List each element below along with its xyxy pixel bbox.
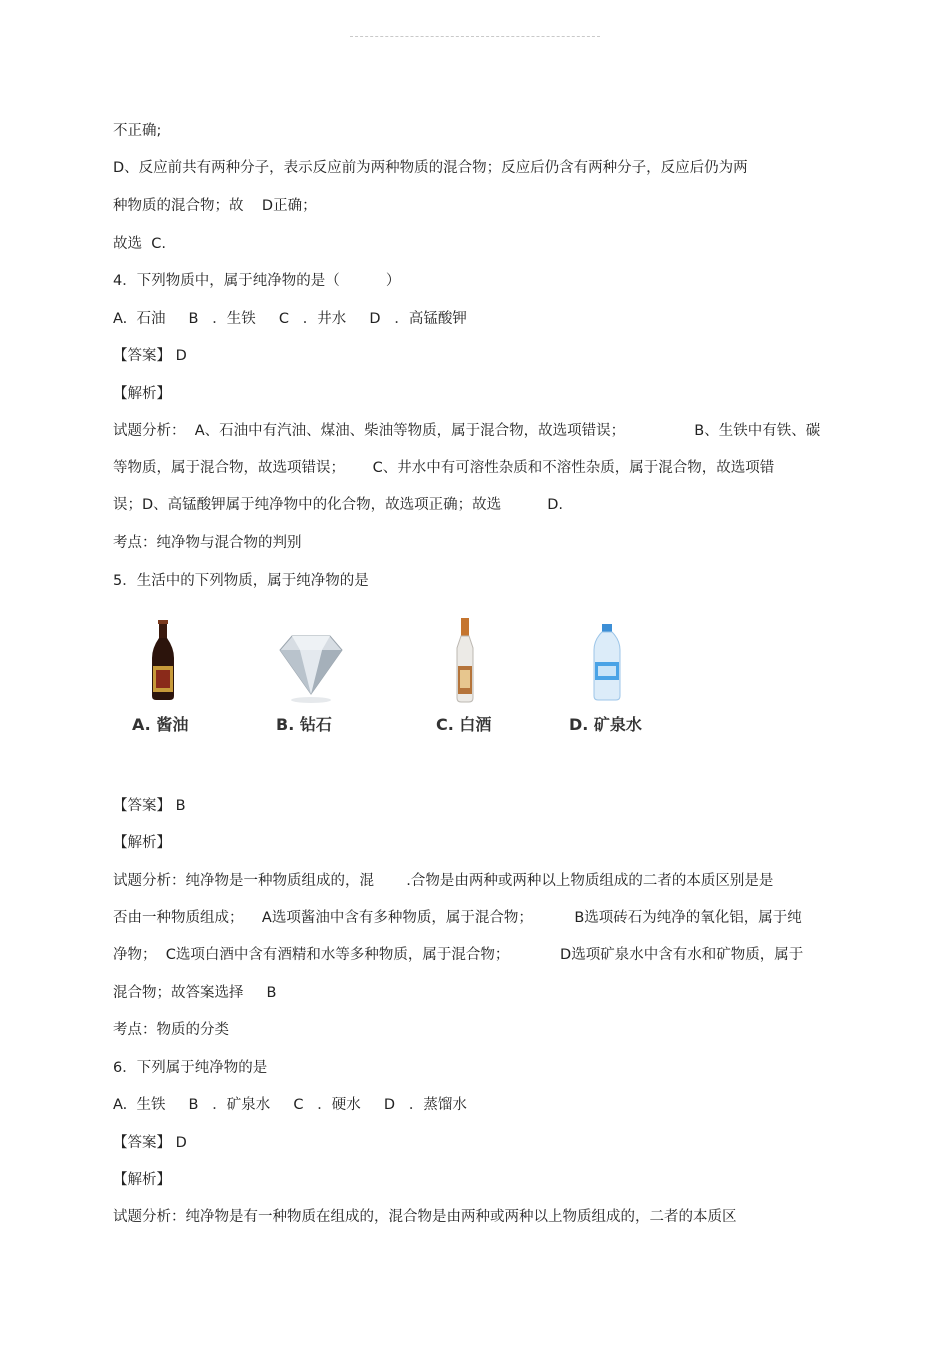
- question-6-options: A. 生铁 B ．矿泉水 C ．硬水 D ．蒸馏水: [113, 1097, 467, 1113]
- text-line: 种物质的混合物；故 D正确；: [113, 198, 317, 214]
- diamond-icon: [276, 614, 346, 706]
- option-d-label: D. 矿泉水: [569, 715, 642, 734]
- water-bottle-icon: [569, 614, 629, 706]
- option-a-label: A. 酱油: [132, 715, 189, 734]
- option-d-figure: [569, 614, 689, 739]
- question-4: 4．下列物质中，属于纯净物的是（ ）: [113, 273, 401, 289]
- text-line: D、反应前共有两种分子，表示反应前为两种物质的混合物；反应后仍含有两种分子，反应后仍为两: [113, 160, 748, 176]
- option-a-figure: [132, 614, 252, 739]
- question-4-options: A. 石油 B ．生铁 C ．井水 D ．高锰酸钾: [113, 311, 467, 327]
- soy-sauce-bottle-icon: [132, 614, 192, 706]
- text-line: 故选 C.: [113, 236, 166, 252]
- answer-label: 【答案】 B: [113, 798, 186, 814]
- answer-label: 【答案】 D: [113, 1135, 187, 1151]
- option-c-label: C. 白酒: [436, 715, 492, 734]
- text-line: 试题分析：纯净物是一种物质组成的，混 .合物是由两种或两种以上物质组成的二者的本质区别是是: [113, 873, 774, 889]
- question-5-figure: [120, 614, 680, 744]
- text-line: 试题分析： A、石油中有汽油、煤油、柴油等物质，属于混合物，故选项错误； B、生铁中有铁、碳: [113, 423, 821, 439]
- text-line: 试题分析：纯净物是有一种物质在组成的，混合物是由两种或两种以上物质组成的，二者的本质区: [113, 1209, 737, 1225]
- text-line: 误；D、高锰酸钾属于纯净物中的化合物，故选项正确；故选 D.: [113, 497, 564, 513]
- text-line: 否由一种物质组成； A选项酱油中含有多种物质，属于混合物； B选项砖石为纯净的氧化铝，属于纯: [113, 910, 802, 926]
- page-header-rule: [350, 36, 600, 39]
- analysis-label: 【解析】: [113, 835, 171, 851]
- key-point: 考点：纯净物与混合物的判别: [113, 535, 302, 551]
- text-line: 等物质，属于混合物，故选项错误； C、井水中有可溶性杂质和不溶性杂质，属于混合物，故选项错: [113, 460, 775, 476]
- option-b-figure: [276, 614, 396, 739]
- answer-label: 【答案】 D: [113, 348, 187, 364]
- question-5: 5．生活中的下列物质，属于纯净物的是: [113, 573, 369, 589]
- text-line: 净物； C选项白酒中含有酒精和水等多种物质，属于混合物； D选项矿泉水中含有水和矿物质，属于: [113, 947, 804, 963]
- question-6: 6．下列属于纯净物的是: [113, 1060, 268, 1076]
- key-point: 考点：物质的分类: [113, 1022, 229, 1038]
- analysis-label: 【解析】: [113, 386, 171, 402]
- option-b-label: B. 钻石: [276, 715, 332, 734]
- text-line: 不正确;: [113, 123, 162, 139]
- text-line: 混合物；故答案选择 B: [113, 985, 277, 1001]
- analysis-label: 【解析】: [113, 1172, 171, 1188]
- option-c-figure: [436, 614, 556, 739]
- liquor-bottle-icon: [436, 614, 496, 706]
